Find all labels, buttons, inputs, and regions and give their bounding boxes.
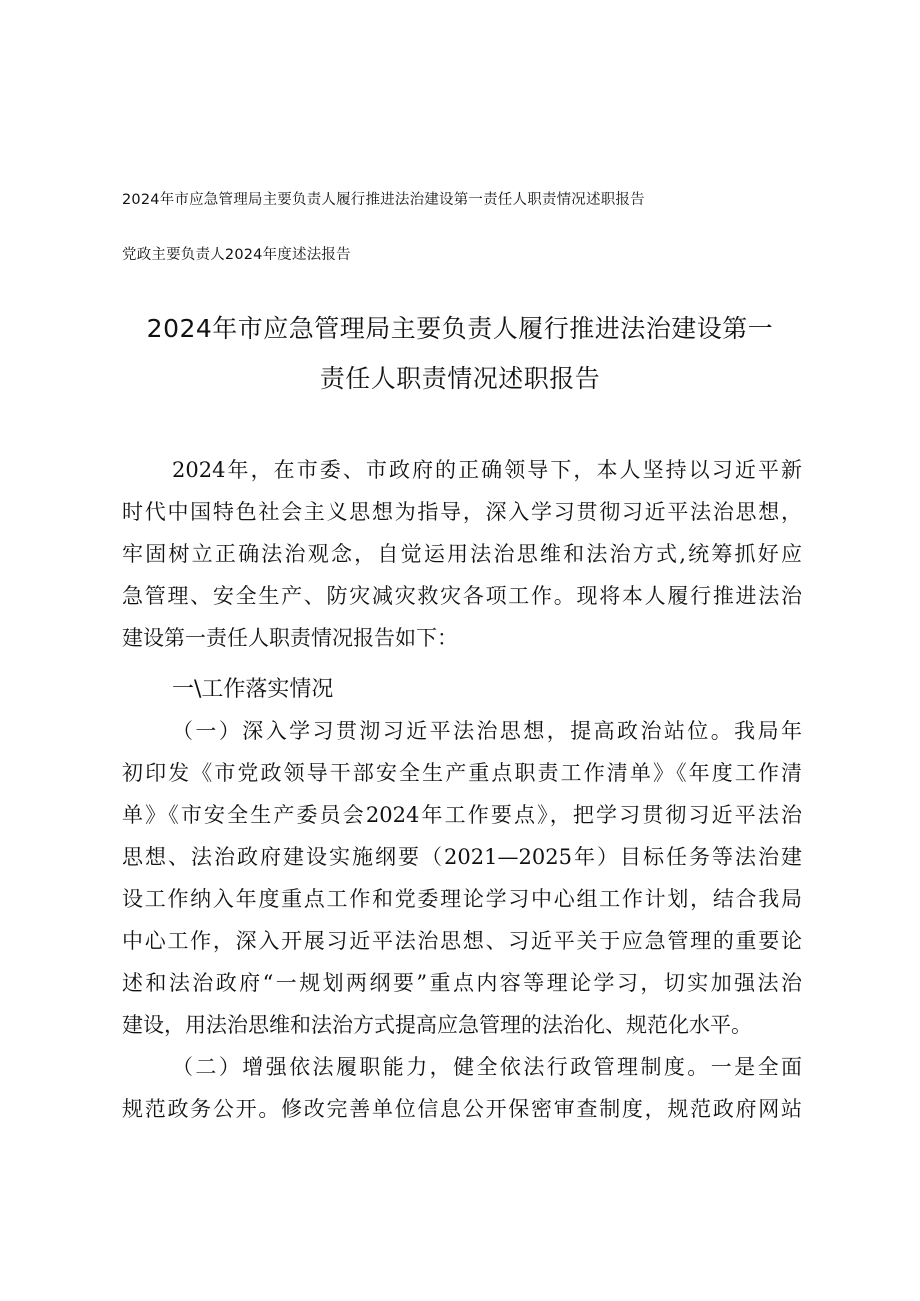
- paragraph-line: 单》《市安全生产委员会2024年工作要点》，把学习贯彻习近平法治: [122, 803, 802, 827]
- paragraph-line: 建设，用法治思维和法治方式提高应急管理的法治化、规范化水平。: [122, 1013, 752, 1037]
- paragraph-line: 建设第一责任人职责情况报告如下：: [122, 626, 458, 650]
- paragraph-line: 规范政务公开。修改完善单位信息公开保密审查制度，规范政府网站: [122, 1097, 802, 1121]
- toc-entry-law-report: 党政主要负责人2024年度述法报告: [122, 247, 351, 263]
- paragraph-line: 时代中国特色社会主义思想为指导，深入学习贯彻习近平法治思想，: [122, 500, 802, 524]
- toc-entry-report: 2024年市应急管理局主要负责人履行推进法治建设第一责任人职责情况述职报告: [122, 192, 645, 208]
- paragraph-line: 中心工作，深入开展习近平法治思想、习近平关于应急管理的重要论: [122, 929, 802, 953]
- paragraph-line: （一）深入学习贯沏习近平法治思想，提高政治站位。我局年: [172, 719, 802, 743]
- paragraph-line: （二）增强依法履职能力，健全依法行政管理制度。一是全面: [172, 1055, 802, 1079]
- paragraph-line: 设工作纳入年度重点工作和党委理论学习中心组工作计划，结合我局: [122, 887, 802, 911]
- paragraph-line: 初印发《市党政领导干部安全生产重点职责工作清单》《年度工作清: [122, 761, 802, 785]
- paragraph-line: 急管理、安全生产、防灾减灾救灾各项工作。现将本人履行推进法治: [122, 584, 802, 608]
- document-title: [100, 304, 820, 404]
- paragraph-line: 思想、法治政府建设实施纲要（2021—2025年）目标任务等法治建: [122, 845, 802, 869]
- paragraph-line: 述和法治政府“一规划两纲要”重点内容等理论学习，切实加强法治: [122, 971, 802, 995]
- title-line-1: 2024年市应急管理局主要负责人履行推进法治建设第一: [146, 314, 774, 343]
- section-heading: 一\工作落实情况: [172, 677, 334, 702]
- title-line-2: 责任人职责情况述职报告: [319, 364, 601, 393]
- paragraph-line: 牢固树立正确法治观念，自觉运用法治思维和法治方式,统筹抓好应: [122, 542, 802, 566]
- paragraph-line: 2024年，在市委、市政府的正确领导下，本人坚持以习近平新: [172, 458, 802, 482]
